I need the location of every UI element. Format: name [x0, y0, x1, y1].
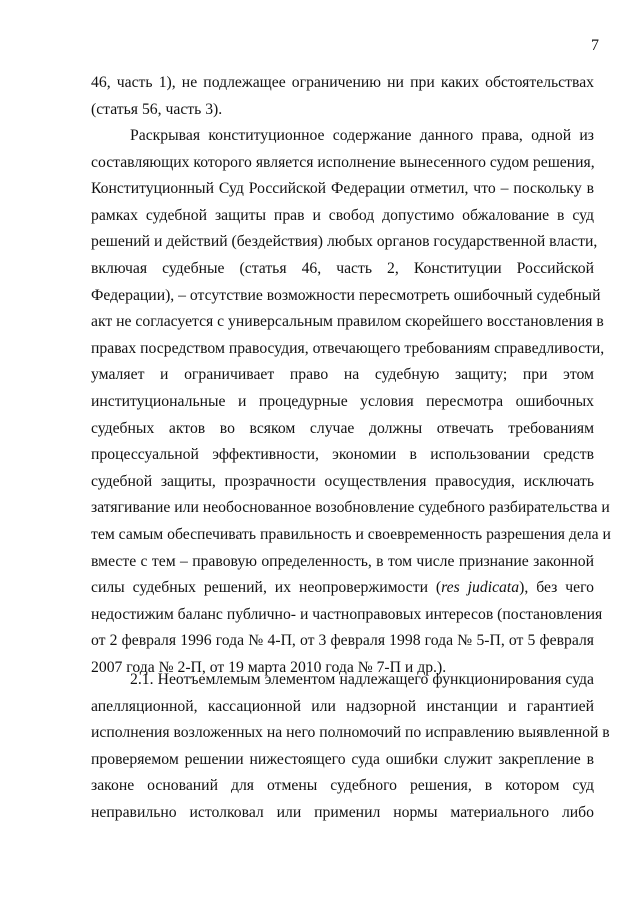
text-segment: силы судебных решений, их неопровержимости ( — [91, 579, 442, 597]
text-line: умаляет и ограничивает право на судебную защиту; при этом — [91, 366, 594, 384]
text-line: акт не согласуется с универсальным правилом скорейшего восстановления в — [91, 313, 604, 331]
text-line: неправильно истолковал или применил нормы материального либо — [91, 803, 594, 821]
paragraph-continuation — [91, 70, 594, 123]
text-line: от 2 февраля 1996 года № 4-П, от 3 февраля 1998 года № 5-П, от 5 февраля — [91, 632, 594, 650]
text-line: Федерации), – отсутствие возможности пересмотреть ошибочный судебный — [91, 286, 601, 304]
text-segment: ), без чего — [519, 579, 594, 597]
text-line: проверяемом решении нижестоящего суда ошибки служит закрепление в — [91, 750, 594, 768]
text-line: Конституционный Суд Российской Федерации отметил, что – поскольку в — [91, 180, 594, 198]
text-line: решений и действий (бездействия) любых органов государственной власти, — [91, 233, 598, 251]
text-line: судебных актов во всяком случае должны отвечать требованиям — [91, 419, 594, 437]
text-line: процессуальной эффективности, экономии в использовании средств — [91, 446, 594, 464]
text-line: недостижим баланс публично- и частноправовых интересов (постановления — [91, 605, 603, 623]
text-line: 2.1. Неотъемлемым элементом надлежащего функционирования суда — [130, 671, 594, 688]
paragraph-constitutional-content — [91, 123, 611, 681]
paragraph-section-2-1 — [91, 667, 610, 827]
text-line: (статья 56, часть 3). — [91, 100, 223, 118]
text-line: судебной защиты, прозрачности осуществления правосудия, исключать — [91, 472, 594, 490]
text-line — [91, 575, 594, 602]
text-line: 2007 года № 2-П, от 19 марта 2010 года № 7-П и др.). — [91, 658, 447, 676]
text-line: 46, часть 1), не подлежащее ограничению ни при каких обстоятельствах — [91, 74, 594, 91]
text-line: исполнения возложенных на него полномочий по исправлению выявленной в — [91, 724, 610, 742]
latin-term: res judicata — [441, 579, 520, 597]
text-line: включая судебные (статья 46, часть 2, Конституции Российской — [91, 259, 594, 277]
text-line: институциональные и процедурные условия пересмотра ошибочных — [91, 392, 594, 410]
text-line: составляющих которого является исполнение вынесенного судом решения, — [91, 153, 595, 171]
text-line: затягивание или необоснованное возобновление судебного разбирательства и — [91, 499, 610, 517]
text-line: апелляционной, кассационной или надзорной инстанции и гарантией — [91, 697, 594, 715]
text-line: тем самым обеспечивать правильность и своевременность разрешения дела и — [91, 525, 611, 543]
text-line: Раскрывая конституционное содержание данного права, одной из — [130, 127, 594, 144]
text-line: правах посредством правосудия, отвечающего требованиям справедливости, — [91, 339, 605, 357]
text-line: законе оснований для отмены судебного решения, в котором суд — [91, 777, 594, 795]
text-line: вместе с тем – правовую определенность, в том числе признание законной — [91, 552, 594, 570]
page-number: 7 — [591, 37, 599, 54]
text-line: рамках судебной защиты прав и свобод допустимо обжалование в суд — [91, 206, 594, 224]
